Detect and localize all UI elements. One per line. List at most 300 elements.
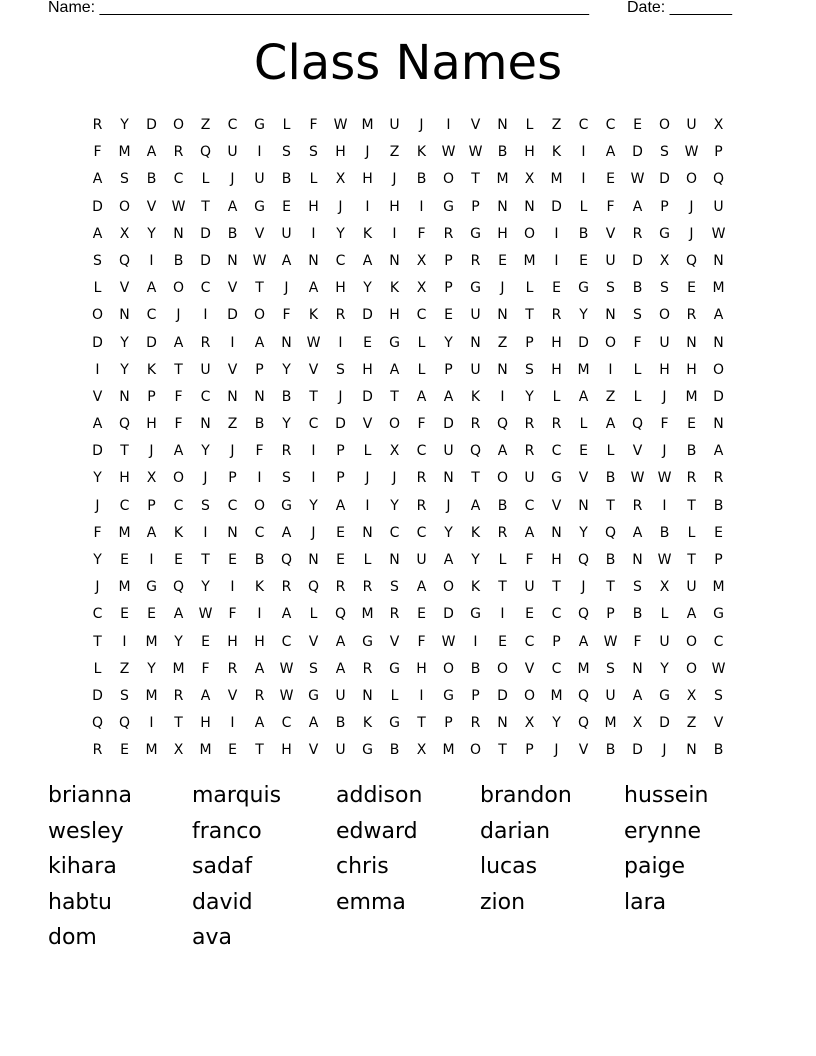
grid-letter: S (282, 470, 291, 487)
grid-letter: K (173, 524, 184, 541)
grid-letter: B (632, 606, 643, 623)
grid-letter: N (362, 524, 373, 541)
grid-letter: B (254, 552, 265, 568)
grid-letter: F (228, 606, 237, 623)
grid-letter: E (444, 307, 453, 324)
grid-letter: E (336, 524, 345, 541)
grid-letter: W (333, 117, 348, 133)
grid-letter: L (525, 117, 534, 133)
grid-letter: L (552, 388, 561, 405)
grid-letter: S (606, 280, 615, 297)
grid-letter: D (497, 687, 508, 704)
grid-letter: U (335, 687, 346, 704)
grid-letter: M (145, 742, 158, 759)
grid-letter: W (171, 198, 186, 215)
grid-letter: S (390, 579, 399, 596)
grid-letter: R (686, 470, 697, 487)
grid-letter: J (203, 470, 208, 487)
grid-letter: X (659, 579, 670, 596)
grid-letter: R (524, 443, 535, 460)
grid-letter: U (281, 225, 292, 242)
grid-letter: D (92, 334, 103, 351)
word-bank-item: brandon (480, 783, 572, 808)
grid-letter: F (255, 443, 264, 460)
grid-letter: C (227, 117, 238, 133)
grid-letter: A (578, 633, 589, 650)
grid-letter: N (713, 416, 724, 433)
grid-letter: C (389, 524, 400, 541)
word-bank-item: chris (336, 854, 389, 879)
grid-letter: L (93, 280, 102, 297)
grid-letter: Y (174, 633, 183, 650)
grid-letter: X (335, 171, 346, 188)
word-bank-item: erynne (624, 818, 702, 844)
grid-letter: E (282, 198, 291, 215)
grid-letter: Y (363, 280, 372, 297)
grid-letter: Q (118, 416, 131, 433)
grid-letter: D (200, 225, 211, 242)
grid-letter: C (227, 497, 238, 514)
grid-letter: F (633, 334, 642, 351)
grid-letter: Y (471, 552, 480, 568)
grid-letter: F (417, 225, 426, 242)
grid-letter: A (416, 388, 427, 405)
grid-letter: T (471, 470, 480, 487)
grid-letter: W (279, 687, 294, 704)
grid-letter: D (551, 198, 562, 215)
grid-letter: J (662, 388, 667, 405)
grid-letter: H (146, 416, 157, 433)
grid-letter: N (119, 307, 130, 324)
grid-letter: I (500, 606, 505, 623)
word-bank-item: franco (192, 818, 262, 844)
word-bank-item: brianna (48, 783, 132, 808)
grid-letter: J (689, 198, 694, 215)
grid-letter: W (441, 144, 456, 161)
grid-letter: V (146, 198, 157, 215)
grid-letter: D (200, 252, 211, 269)
grid-letter: H (119, 470, 130, 487)
grid-letter: M (118, 524, 131, 541)
grid-letter: O (496, 660, 509, 677)
header-row (48, 0, 768, 19)
grid-letter: Q (199, 144, 212, 161)
grid-letter: U (416, 552, 427, 568)
word-bank-item: ava (192, 925, 232, 950)
grid-letter: F (93, 144, 102, 161)
grid-letter: W (711, 660, 726, 677)
grid-letter: A (281, 606, 292, 623)
date-field[interactable]: Date: _______ (627, 0, 732, 16)
grid-letter: M (361, 117, 374, 133)
grid-letter: M (118, 579, 131, 596)
grid-letter: A (254, 334, 265, 351)
grid-letter: A (227, 198, 238, 215)
grid-letter: A (605, 416, 616, 433)
grid-letter: C (119, 497, 130, 514)
grid-letter: W (252, 252, 267, 269)
grid-letter: P (525, 334, 534, 351)
grid-letter: S (336, 361, 345, 378)
grid-letter: V (254, 225, 265, 242)
grid-letter: V (524, 660, 535, 677)
grid-letter: B (497, 144, 508, 161)
grid-letter: V (119, 280, 130, 297)
grid-letter: N (308, 552, 319, 568)
grid-letter: A (335, 633, 346, 650)
grid-letter: A (173, 443, 184, 460)
grid-letter: A (443, 552, 454, 568)
grid-letter: Y (282, 361, 291, 378)
grid-letter: B (497, 497, 508, 514)
grid-letter: N (713, 334, 724, 351)
grid-letter: S (660, 144, 669, 161)
letter-grid (84, 112, 732, 765)
grid-letter: E (633, 117, 642, 133)
grid-letter: L (606, 443, 615, 460)
grid-letter: B (470, 660, 481, 677)
grid-letter: S (120, 171, 129, 188)
grid-letter: R (551, 307, 562, 324)
grid-letter: L (579, 416, 588, 433)
grid-letter: G (281, 497, 292, 514)
grid-letter: E (498, 633, 507, 650)
grid-letter: J (419, 117, 424, 133)
grid-letter: T (606, 579, 615, 596)
grid-letter: R (254, 687, 265, 704)
grid-letter: P (471, 198, 480, 215)
grid-letter: J (230, 443, 235, 460)
grid-letter: T (687, 552, 696, 568)
grid-letter: I (257, 470, 262, 487)
grid-letter: M (172, 660, 185, 677)
grid-letter: I (365, 497, 370, 514)
grid-letter: A (632, 687, 643, 704)
grid-letter: Y (147, 225, 156, 242)
grid-letter: N (497, 361, 508, 378)
page-title: Class Names (253, 35, 563, 91)
grid-letter: V (470, 117, 481, 133)
grid-letter: E (228, 742, 237, 759)
grid-letter: O (469, 742, 482, 759)
grid-letter: N (497, 307, 508, 324)
grid-letter: D (227, 307, 238, 324)
grid-letter: A (146, 144, 157, 161)
grid-letter: X (686, 687, 697, 704)
grid-letter: V (92, 388, 103, 405)
grid-letter: Q (118, 715, 131, 732)
grid-letter: D (335, 416, 346, 433)
grid-letter: R (524, 416, 535, 433)
grid-letter: N (308, 252, 319, 269)
grid-letter: A (335, 660, 346, 677)
grid-letter: I (230, 579, 235, 596)
grid-letter: Q (91, 715, 104, 732)
word-bank-item: wesley (48, 818, 124, 844)
grid-letter: R (335, 307, 346, 324)
grid-letter: X (389, 443, 400, 460)
grid-letter: A (443, 388, 454, 405)
grid-letter: A (92, 225, 103, 242)
grid-letter: G (578, 280, 589, 297)
grid-letter: C (551, 443, 562, 460)
grid-letter: N (578, 497, 589, 514)
grid-letter: B (605, 552, 616, 568)
grid-letter: L (417, 334, 426, 351)
grid-letter: O (118, 198, 131, 215)
grid-letter: C (173, 497, 184, 514)
grid-letter: G (389, 715, 400, 732)
grid-letter: O (712, 361, 725, 378)
grid-letter: Q (334, 606, 347, 623)
grid-letter: A (281, 524, 292, 541)
grid-letter: V (362, 416, 373, 433)
grid-letter: V (578, 742, 589, 759)
grid-letter: G (308, 687, 319, 704)
grid-letter: I (257, 606, 262, 623)
grid-letter: Y (93, 552, 102, 568)
grid-letter: N (713, 252, 724, 269)
grid-letter: F (201, 660, 210, 677)
grid-letter: X (146, 470, 157, 487)
grid-letter: N (119, 388, 130, 405)
grid-letter: G (659, 225, 670, 242)
grid-letter: I (149, 252, 154, 269)
grid-letter: N (254, 388, 265, 405)
grid-letter: M (145, 687, 158, 704)
grid-letter: C (173, 171, 184, 188)
grid-letter: B (659, 524, 670, 541)
grid-letter: U (524, 579, 535, 596)
grid-letter: T (471, 171, 480, 188)
grid-letter: J (392, 171, 397, 188)
grid-letter: U (659, 633, 670, 650)
name-field[interactable]: Name: _______________________________________________________ (48, 0, 589, 16)
grid-letter: I (365, 198, 370, 215)
grid-letter: C (605, 117, 616, 133)
grid-letter: G (389, 334, 400, 351)
grid-letter: J (176, 307, 181, 324)
grid-letter: M (685, 388, 698, 405)
grid-letter: S (93, 252, 102, 269)
grid-letter: J (689, 225, 694, 242)
word-bank-item: zion (480, 889, 526, 915)
grid-letter: E (417, 606, 426, 623)
grid-letter: I (149, 715, 154, 732)
grid-letter: G (470, 280, 481, 297)
grid-letter: Z (551, 117, 562, 133)
grid-letter: U (335, 742, 346, 759)
grid-letter: Q (469, 443, 482, 460)
grid-letter: K (308, 307, 319, 324)
grid-letter: E (336, 552, 345, 568)
grid-letter: E (363, 334, 372, 351)
grid-letter: D (146, 117, 157, 133)
grid-letter: B (578, 225, 589, 242)
word-bank-item: kihara (48, 854, 117, 879)
grid-letter: H (551, 361, 562, 378)
grid-letter: O (91, 307, 104, 324)
grid-letter: T (174, 715, 183, 732)
grid-letter: A (173, 334, 184, 351)
grid-letter: P (147, 388, 156, 405)
grid-letter: F (660, 416, 669, 433)
grid-letter: R (335, 579, 346, 596)
grid-letter: D (362, 388, 373, 405)
grid-letter: V (632, 443, 643, 460)
grid-letter: N (200, 416, 211, 433)
grid-letter: S (660, 280, 669, 297)
word-bank-item: darian (480, 818, 551, 844)
grid-letter: Z (686, 715, 697, 732)
grid-letter: U (470, 361, 481, 378)
grid-letter: Y (444, 334, 453, 351)
grid-letter: N (686, 742, 697, 759)
grid-letter: S (633, 307, 642, 324)
grid-letter: B (173, 252, 184, 269)
grid-letter: O (685, 633, 698, 650)
grid-letter: U (686, 117, 697, 133)
grid-letter: V (605, 225, 616, 242)
grid-letter: T (120, 443, 129, 460)
grid-letter: V (389, 633, 400, 650)
grid-letter: N (443, 470, 454, 487)
grid-letter: F (417, 416, 426, 433)
grid-letter: K (362, 715, 373, 732)
grid-letter: C (92, 606, 103, 623)
grid-letter: W (630, 470, 645, 487)
grid-letter: K (416, 144, 427, 161)
grid-letter: D (146, 334, 157, 351)
grid-letter: E (174, 552, 183, 568)
grid-letter: C (200, 280, 211, 297)
grid-letter: K (470, 388, 481, 405)
grid-letter: A (713, 307, 724, 324)
grid-letter: E (552, 280, 561, 297)
grid-letter: R (416, 497, 427, 514)
grid-letter: Z (227, 416, 238, 433)
word-bank-item: marquis (192, 783, 282, 808)
grid-letter: L (633, 388, 642, 405)
grid-letter: M (577, 361, 590, 378)
grid-letter: I (149, 552, 154, 568)
grid-letter: K (470, 579, 481, 596)
grid-letter: D (659, 171, 670, 188)
grid-letter: O (172, 117, 185, 133)
grid-letter: N (389, 552, 400, 568)
grid-letter: I (419, 687, 424, 704)
grid-letter: J (392, 470, 397, 487)
grid-letter: D (713, 388, 724, 405)
grid-letter: E (228, 552, 237, 568)
grid-letter: L (498, 552, 507, 568)
grid-letter: E (120, 606, 129, 623)
grid-letter: O (253, 497, 266, 514)
grid-letter: R (632, 497, 643, 514)
grid-letter: K (470, 524, 481, 541)
grid-letter: A (632, 198, 643, 215)
grid-letter: O (658, 117, 671, 133)
grid-letter: I (203, 307, 208, 324)
word-bank-item: david (192, 889, 253, 915)
grid-letter: Z (200, 117, 211, 133)
grid-letter: A (605, 144, 616, 161)
grid-letter: C (416, 524, 427, 541)
grid-letter: G (254, 198, 265, 215)
grid-letter: H (416, 660, 427, 677)
grid-letter: V (713, 715, 724, 732)
grid-letter: I (608, 361, 613, 378)
grid-letter: P (336, 443, 345, 460)
grid-letter: W (657, 470, 672, 487)
grid-letter: U (227, 144, 238, 161)
grid-letter: D (92, 198, 103, 215)
word-bank-item: habtu (48, 889, 112, 915)
grid-letter: I (554, 225, 559, 242)
grid-letter: J (581, 579, 586, 596)
grid-letter: P (228, 470, 237, 487)
grid-letter: L (282, 117, 291, 133)
grid-letter: T (417, 715, 426, 732)
grid-letter: P (336, 470, 345, 487)
grid-letter: F (606, 198, 615, 215)
grid-letter: G (254, 117, 265, 133)
grid-letter: A (416, 579, 427, 596)
grid-letter: E (606, 171, 615, 188)
grid-letter: N (173, 225, 184, 242)
grid-letter: K (362, 225, 373, 242)
grid-letter: A (686, 606, 697, 623)
grid-letter: H (389, 307, 400, 324)
grid-letter: H (335, 280, 346, 297)
word-bank-item: lucas (480, 854, 538, 879)
grid-letter: J (95, 579, 100, 596)
grid-letter: E (120, 742, 129, 759)
grid-letter: Y (93, 470, 102, 487)
grid-letter: M (550, 171, 563, 188)
grid-letter: O (388, 416, 401, 433)
grid-letter: L (390, 687, 399, 704)
grid-letter: M (577, 660, 590, 677)
grid-letter: E (525, 606, 534, 623)
grid-letter: L (309, 171, 318, 188)
grid-letter: B (389, 742, 400, 759)
grid-letter: T (255, 742, 264, 759)
grid-letter: H (281, 742, 292, 759)
grid-letter: V (308, 742, 319, 759)
grid-letter: C (524, 633, 535, 650)
grid-letter: R (92, 117, 103, 133)
grid-letter: V (227, 280, 238, 297)
grid-letter: S (309, 144, 318, 161)
grid-letter: O (523, 687, 536, 704)
grid-letter: X (416, 742, 427, 759)
grid-letter: T (606, 497, 615, 514)
grid-letter: A (281, 252, 292, 269)
grid-letter: F (417, 633, 426, 650)
grid-letter: R (497, 524, 508, 541)
grid-letter: I (419, 198, 424, 215)
grid-letter: N (497, 715, 508, 732)
grid-letter: Y (201, 579, 210, 596)
grid-letter: E (498, 252, 507, 269)
grid-letter: E (579, 443, 588, 460)
grid-letter: F (633, 633, 642, 650)
grid-letter: S (606, 660, 615, 677)
grid-letter: Y (282, 416, 291, 433)
grid-letter: U (713, 198, 724, 215)
grid-letter: Y (579, 307, 588, 324)
